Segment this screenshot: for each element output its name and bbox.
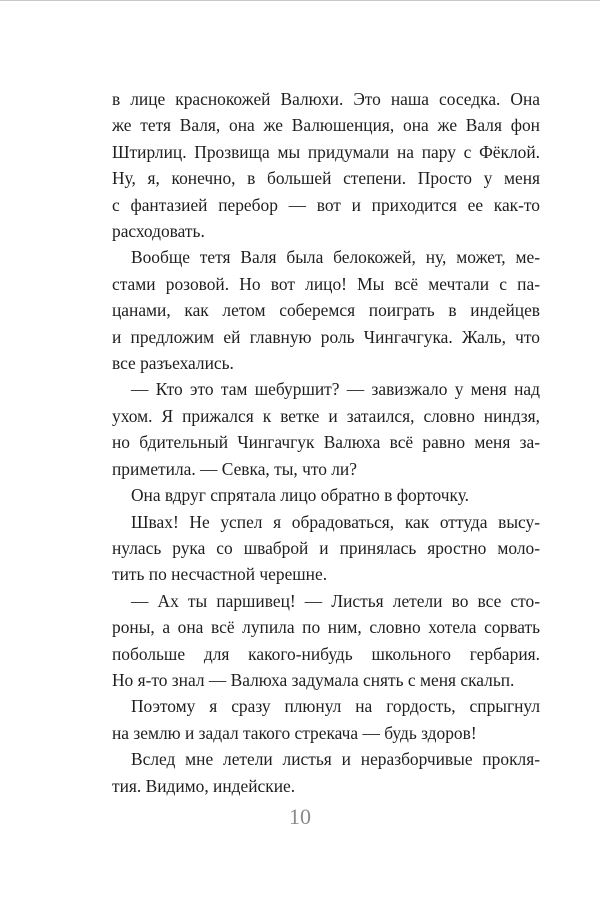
paragraph-2 [112, 244, 540, 376]
text-line: Вообще тетя Валя была белокожей, ну, может, ме- [131, 247, 540, 268]
text-line: цанами, как летом соберемся поиграть в индейцев [112, 300, 540, 321]
text-line: Но я-то знал — Валюха задумала снять с меня скальп. [112, 669, 515, 690]
text-line: Поэтому я сразу плюнул на гордость, спрыгнул [131, 696, 540, 717]
text-line: Она вдруг спрятала лицо обратно в форточку. [131, 485, 469, 506]
text-line: Вслед мне летели листья и неразборчивые прокля- [131, 749, 540, 770]
text-line: ухом. Я прижался к ветке и затаился, словно ниндзя, [112, 405, 540, 426]
page-number: 10 [289, 804, 311, 829]
paragraph-4 [112, 482, 540, 508]
text-line: роны, а она всё лупила по ним, словно хотела сорвать [112, 617, 540, 638]
text-line: тия. Видимо, индейские. [112, 775, 296, 796]
text-line: Ну, я, конечно, в большей степени. Просто у меня [112, 168, 540, 189]
text-line: Швах! Не успел я обрадоваться, как оттуда высу- [131, 511, 540, 532]
text-line: и предложим ей главную роль Чингачгука. Жаль, что [112, 326, 540, 347]
paragraph-3 [112, 376, 540, 482]
paragraph-6 [112, 588, 540, 694]
text-line: побольше для какого-нибудь школьного гербария. [112, 643, 540, 664]
text-line: — Ах ты паршивец! — Листья летели во все сто- [131, 590, 540, 611]
page-top-edge [0, 0, 600, 1]
paragraph-7 [112, 693, 540, 746]
text-line: стами розовой. Но вот лицо! Мы всё мечтали с па- [112, 273, 540, 294]
text-line: но бдительный Чингачгук Валюха всё равно меня за- [112, 432, 540, 453]
text-line: расходовать. [112, 221, 205, 242]
text-line: Штирлиц. Прозвища мы придумали на пару с Фёклой. [112, 141, 540, 162]
paragraph-5 [112, 509, 540, 588]
text-line: с фантазией перебор — вот и приходится ее как-то [112, 194, 540, 215]
text-line: тить по несчастной черешне. [112, 564, 328, 585]
book-page-text [112, 86, 540, 799]
text-line: на землю и задал такого стрекача — будь здоров! [112, 722, 477, 743]
text-line: же тетя Валя, она же Валюшенция, она же Валя фон [112, 115, 540, 136]
text-line: нулась рука со шваброй и принялась яростно моло- [112, 537, 540, 558]
text-line: приметила. — Севка, ты, что ли? [112, 458, 357, 479]
paragraph-1 [112, 86, 540, 244]
paragraph-8 [112, 746, 540, 799]
text-line: — Кто это там шебуршит? — завизжало у меня над [131, 379, 540, 400]
text-line: в лице краснокожей Валюхи. Это наша соседка. Она [112, 89, 540, 109]
text-line: все разъехались. [112, 353, 234, 374]
